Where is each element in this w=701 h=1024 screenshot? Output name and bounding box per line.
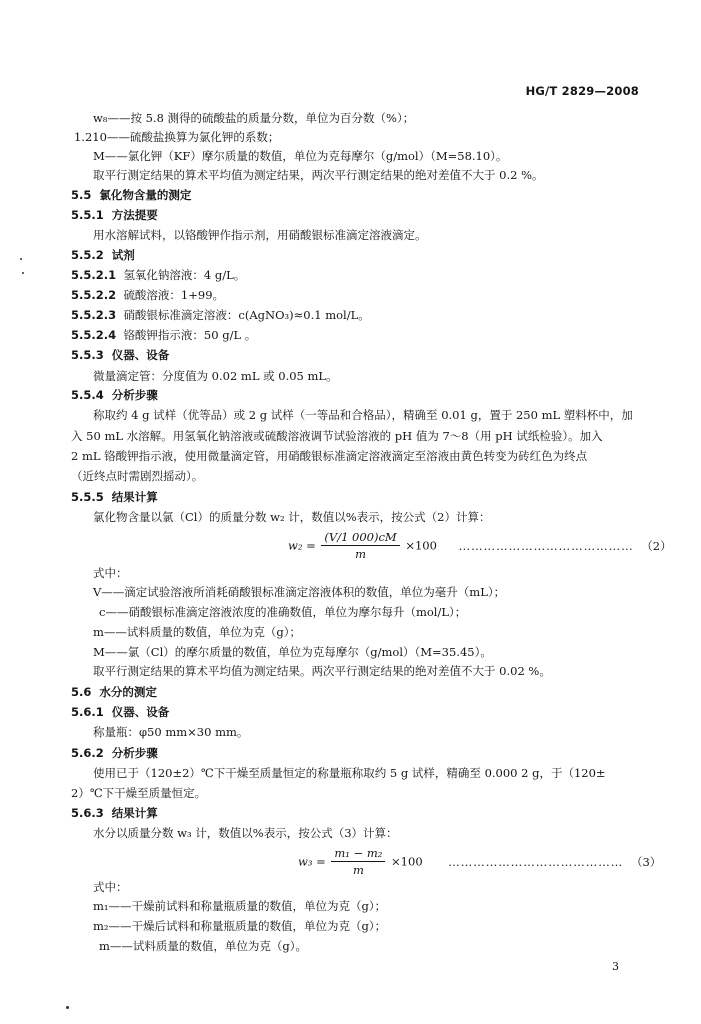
where-label-3: 式中：	[93, 880, 128, 894]
formula-lhs: w₂ =	[288, 538, 316, 553]
section-title: 方法提要	[111, 208, 158, 222]
reagent-item-4	[71, 328, 256, 343]
section-title: 水分的测定	[99, 685, 157, 699]
formula-number: （2）	[641, 538, 672, 553]
formula-leader-dots: ……………………………………	[458, 538, 634, 553]
paragraph-procedure-line-3: 2 mL 铬酸钾指示液，使用微量滴定管，用硝酸银标准滴定溶液滴定至溶液由黄色转变为砖红色为终点	[71, 449, 588, 463]
formula-leader-dots: ……………………………………	[448, 854, 624, 869]
formula-2	[288, 530, 672, 561]
section-number: 5.6.3	[71, 806, 104, 820]
section-title: 氯化物含量的测定	[99, 188, 192, 202]
formula-numerator: m₁ − m₂	[331, 846, 385, 862]
section-heading-5-5-2	[71, 248, 135, 263]
formula-factor: ×100	[405, 538, 437, 553]
variable-definition-w8: w₈——按 5.8 测得的硫酸盐的质量分数，单位为百分数（%）；	[93, 111, 415, 125]
paragraph-tolerance-cl: 取平行测定结果的算术平均值为测定结果。两次平行测定结果的绝对差值不大于 0.02 %。	[93, 664, 551, 678]
item-number: 5.5.2.1	[71, 268, 117, 282]
item-text: 硫酸溶液：1+99。	[123, 288, 225, 302]
section-title: 试剂	[111, 248, 135, 262]
section-number: 5.6	[71, 685, 92, 699]
scan-speck	[20, 258, 22, 260]
section-number: 5.5.2	[71, 248, 104, 262]
variable-definition-c: c——硝酸银标准滴定溶液浓度的准确数值，单位为摩尔每升（mol/L）；	[99, 605, 467, 619]
section-title: 结果计算	[111, 806, 158, 820]
section-title: 结果计算	[111, 490, 158, 504]
variable-definition-m2: m₂——干燥后试料和称量瓶质量的数值，单位为克（g）；	[93, 919, 387, 933]
section-heading-5-5-3	[71, 348, 169, 363]
variable-definition-M-cl: M——氯（Cl）的摩尔质量的数值，单位为克每摩尔（g/mol）（M=35.45）。	[93, 645, 492, 659]
section-number: 5.5.3	[71, 348, 104, 362]
reagent-item-2	[71, 288, 224, 303]
item-text: 硝酸银标准滴定溶液：c(AgNO₃)≈0.1 mol/L。	[123, 308, 370, 322]
reagent-item-1	[71, 268, 245, 283]
section-number: 5.6.1	[71, 705, 104, 719]
section-title: 分析步骤	[111, 388, 158, 402]
variable-definition-m1: m₁——干燥前试料和称量瓶质量的数值，单位为克（g）；	[93, 899, 387, 913]
scan-speck	[66, 1006, 69, 1009]
section-heading-5-6-3	[71, 806, 158, 821]
formula-denominator: m	[355, 547, 366, 561]
formula-numerator: (V/1 000)cM	[321, 530, 399, 546]
formula-lhs: w₃ =	[298, 854, 326, 869]
section-title: 分析步骤	[111, 746, 158, 760]
section-number: 5.5.5	[71, 490, 104, 504]
paragraph-drying-line-1: 使用已于（120±2）℃下干燥至质量恒定的称量瓶称取约 5 g 试样，精确至 0.000 2 g，于（120±	[93, 766, 606, 780]
scan-speck	[22, 272, 24, 274]
formula-number: （3）	[630, 854, 662, 869]
reagent-item-3	[71, 308, 370, 323]
section-title: 仪器、设备	[111, 705, 170, 719]
formula-3	[298, 846, 661, 877]
section-heading-5-6-1	[71, 705, 169, 720]
variable-definition-V: V——滴定试验溶液所消耗硝酸银标准滴定溶液体积的数值，单位为毫升（mL）；	[93, 585, 506, 599]
variable-definition-M: M——氯化钾（KF）摩尔质量的数值，单位为克每摩尔（g/mol）（M=58.10）。	[93, 149, 508, 163]
section-number: 5.5.4	[71, 388, 104, 402]
formula-fraction	[331, 846, 385, 877]
section-heading-5-6-2	[71, 746, 158, 761]
section-heading-5-5-5	[71, 490, 158, 505]
section-title: 仪器、设备	[111, 348, 170, 362]
paragraph-method-summary: 用水溶解试料，以铬酸钾作指示剂，用硝酸银标准滴定溶液滴定。	[93, 228, 427, 242]
paragraph-weighing-bottle: 称量瓶：φ50 mm×30 mm。	[93, 725, 249, 739]
paragraph-apparatus: 微量滴定管：分度值为 0.02 mL 或 0.05 mL。	[93, 369, 338, 383]
variable-definition-m: m——试料质量的数值，单位为克（g）；	[93, 625, 302, 639]
section-heading-5-6	[71, 685, 157, 700]
section-heading-5-5-4	[71, 388, 158, 403]
variable-definition-coefficient: 1.210——硫酸盐换算为氯化钾的系数；	[74, 130, 280, 144]
section-number: 5.5.1	[71, 208, 104, 222]
item-text: 氢氧化钠溶液：4 g/L。	[123, 268, 246, 282]
paragraph-procedure-line-1: 称取约 4 g 试样（优等品）或 2 g 试样（一等品和合格品），精确至 0.01 g，置于 250 mL 塑料杯中，加	[93, 408, 633, 422]
paragraph-procedure-line-4: （近终点时需剧烈摇动）。	[71, 469, 204, 483]
section-number: 5.6.2	[71, 746, 104, 760]
standard-code-header: HG/T 2829—2008	[525, 84, 639, 98]
item-text: 铬酸钾指示液：50 g/L 。	[123, 328, 257, 342]
section-heading-5-5	[71, 188, 191, 203]
formula-factor: ×100	[391, 854, 423, 869]
paragraph-calculation-intro: 氯化物含量以氯（Cl）的质量分数 w₂ 计，数值以%表示，按公式（2）计算：	[93, 510, 491, 524]
variable-definition-m-3: m——试料质量的数值，单位为克（g）。	[99, 939, 308, 953]
paragraph-procedure-line-2: 入 50 mL 水溶解。用氢氧化钠溶液或硫酸溶液调节试验溶液的 pH 值为 7～8（用 pH 试纸检验）。加入	[71, 429, 603, 443]
paragraph-drying-line-2: 2）℃下干燥至质量恒定。	[71, 786, 207, 800]
page-number: 3	[612, 960, 619, 973]
section-heading-5-5-1	[71, 208, 158, 223]
where-label: 式中：	[93, 566, 128, 580]
item-number: 5.5.2.3	[71, 308, 117, 322]
paragraph-tolerance: 取平行测定结果的算术平均值为测定结果，两次平行测定结果的绝对差值不大于 0.2 %。	[93, 168, 544, 182]
formula-fraction	[321, 530, 399, 561]
formula-denominator: m	[352, 863, 364, 877]
item-number: 5.5.2.4	[71, 328, 117, 342]
paragraph-moisture-intro: 水分以质量分数 w₃ 计，数值以%表示，按公式（3）计算：	[93, 826, 398, 840]
section-number: 5.5	[71, 188, 92, 202]
item-number: 5.5.2.2	[71, 288, 117, 302]
